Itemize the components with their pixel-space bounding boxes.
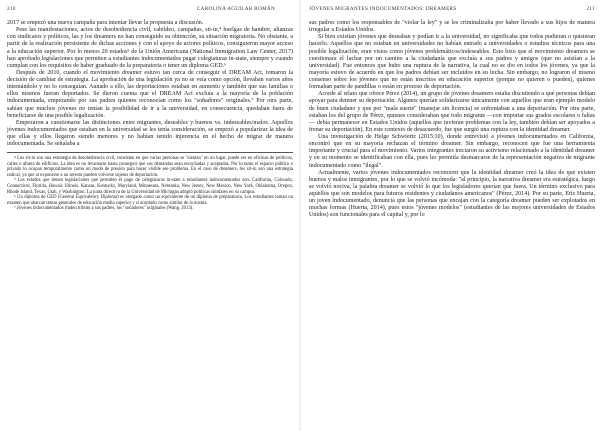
left-page <box>7 0 293 431</box>
left-running-head: CAROLINA AGUILAR ROMÁN <box>196 6 275 12</box>
footnote: ⁶ Un diploma de GED (General Equivalency Diploma) es otorgado como un equivalente de un diploma de preparatoria. Los estudiantes toman un examen que abarcan temas generales de educación media superior y si aceptado como similar de la misma. <box>7 195 293 206</box>
left-body-text <box>7 20 293 148</box>
left-page-header <box>7 6 293 20</box>
paragraph: Una investigación de Helge Schwiertz (2015:10), donde entrevistó a jóvenes indocumentados en California, encontró que en su mayoría rechazan el término dreamer. Sin embargo, reconocen que fue una herramienta importante y crucial para el movimiento. Varios integrantes iniciaron su activismo relacionado a la identidad dreamer y en su momento se identificaban con ella, pues les permitía desmarcarse de la representación negativa de migrante indocumentado como "ilegal". <box>309 134 595 169</box>
paragraph: Pese las manifestaciones, actos de desobediencia civil, cabildeo, campañas, sit-ín,⁴ huelgas de hambre, alianzas con sindicatos y políticos, las y los dreamers no han conseguido su obtención, su situación migratoria. No obstante, a partir de la realización persistente de dichas acciones y con el apoyo de actores políticos, consiguieron mayor acceso a la educación superior. Por lo menos 20 estados⁵ de la Unión Americana (National Immigration Law Center, 2017) han aprobado legislaciones que permiten a estudiantes indocumentados pagar colegiaturas in-state, siempre y cuando cumplan con los requisitos de haber graduado de la preparatoria o tener un diploma GED.⁶ <box>7 27 293 69</box>
right-body-text <box>309 20 595 220</box>
paragraph: 2017 se empezó una nueva campaña para intentar llevar la propuesta a discusión. <box>7 20 204 26</box>
right-page <box>309 0 595 431</box>
paragraph: Si bien existían jóvenes que deseaban y podían ir a la universidad, no significaba que todos pudieran o quisieran hacerlo. Aquellos que no estaban en universidades no habían entrado a universidades o estudios técnicos para una posible legalización, eran vistos como jóvenes problemáticos/indeseables. Esto hizo que el movimiento dreamers se cuestionara el luchar por un camino a la ciudadanía que excluía a sus padres y amigos (que no asistían a la universidad). Fue entonces que hubo una ruptura de la narrativa, la cual no se dio en todos los jóvenes, ya que la mayoría estuvo de acuerdo en que los padres debían ser incluidos en su lucha. Sin embargo, no lograron el mismo consenso sobre los jóvenes que no están inscritos en educación superior (porque no quieren o pueden), quienes formaban parte de pandillas o están en proceso de deportación. <box>309 34 595 91</box>
footnote: ⁵ Los estados que tienen legislaciones que permiten el pago de colegiaturas in-state a estudiantes indocumentados son: California, Colorado, Connecticut, Florida, Hawaii, Illinois, Kansas, Kentucky, Maryland, Minnesota, Nebraska, New Jersey, New Mexico, New York, Oklahoma, Oregon, Rhode Island, Texas, Utah, y Washington. La junta directiva de la Universidad de Michigan adoptó políticas similares en su campus. <box>7 178 293 195</box>
left-page-number: 210 <box>7 6 16 12</box>
right-running-head: JÓVENES MIGRANTES INDOCUMENTADOS: DREAMERS <box>309 6 457 12</box>
paragraph: Después de 2010, cuando el movimiento dreamer estuvo tan cerca de conseguir el DREAM Act, tomaron la decisión de cambiar de estrategia. La aprobación de una legislación ya no se veía como opción, llevaban varios años intentándolo y no lo conseguían. Aunado a ello, las deportaciones estaban en aumento y también que sus familias o ellos mismos fueran deportados. Se dieron cuenta que el DREAM Act excluía a la mayoría de la población indocumentada, empezando por sus padres quienes reconocían como los "soñadores" originales.⁷ Por otra parte, sabían que muchos jóvenes no tenían la posibilidad de ir a la universidad, en consecuencia, quedaban fuera de beneficiarse de una posible legalización. <box>7 69 293 119</box>
paragraph: Empezaron a cuestionarse las distinciones entre migrantes, deseables y buenos vs. indeseables/malos. Aquellos jóvenes indocumentados que estaban en la universidad se les tenía consideración, se empezó a popularizar la idea de que ellas y ellos llegaron siendo menores y no habían tenido injerencia en el hecho de migrar de manera indocumentada. Se señalaba a <box>7 119 293 148</box>
right-page-header <box>309 6 595 20</box>
footnote: ⁴ Los sit-in son una estrategia de desobediencia civil, consisten en que varias personas se "sientan" en un lugar, puede ser en oficinas de políticos, calles o afuera de edificios. La idea es no levantarse hasta conseguir que sus demandas sean escuchadas y aceptadas. Por lo tanto el espacio público o privado lo ocupan temporalmente como un modo de presión para hacer visible ese problema. En el caso de dreamers, los sit-in son una estrategia radical, ya que al exponerse a un arresto pueden volverse sujetos de deportación. <box>7 156 293 178</box>
paragraph: Acorde al relato que ofrece Pérez (2014), un grupo de jóvenes dreamers estaba discutiendo a qué personas debían apoyar para detener su deportación. Algunos querían solidarizarse únicamente con aquellos que eran ejemplo modelo de buen ciudadano y que por "mala suerte" (manejar sin licencia) se enfrentaban a una deportación. Por otra parte, estaban los del grupo de Pérez, quienes consideraban que todo migrante —con importar sus grados escolares o faltas— debía permanecer en Estados Unidos (aquellos que tuvieran problemas con la ley, también debían ser apoyados a frenar su deportación). En este contexto de desacuerdo, fue que surgió una ruptura con la identidad dreamer. <box>309 91 595 133</box>
footnote: ⁷ Jóvenes indocumentados rinden tributo a sus padres, los "soñadores" originales (Wang, 2013). <box>14 206 194 212</box>
right-page-number: 211 <box>586 6 595 12</box>
footnotes <box>7 152 293 211</box>
paragraph: sus padres como los responsables de "violar la ley" y se les criminalizaba por haber llevado a sus hijos de manera irregular a Estados Unidos. <box>309 20 595 34</box>
paragraph: Actualmente, varios jóvenes indocumentados reconocen que la identidad dreamer creó la idea de que existen buenos y malos inmigrantes, por lo que se volvió incómoda: "al principio, la narrativa dreamer era estratégica, luego se volvió nociva, la palabra dreamer se volvió lo que los legisladores querían que fuera. Un término exclusivo para aquellos que son modelos para futuros residentes y ciudadanos americanos" (Pérez, 2014). Por su parte, Eric Huerta, un joven indocumentado, denuncia que las personas que encajan con la categoría dreamer pueden ser explotados en muchas formas (Huerta, 2014), pues estos "jóvenes modelos" (estudiantes de las mejores universidades de Estados Unidos) son funcionales para el capital y, por lo <box>309 169 595 219</box>
book-gutter <box>299 0 301 431</box>
